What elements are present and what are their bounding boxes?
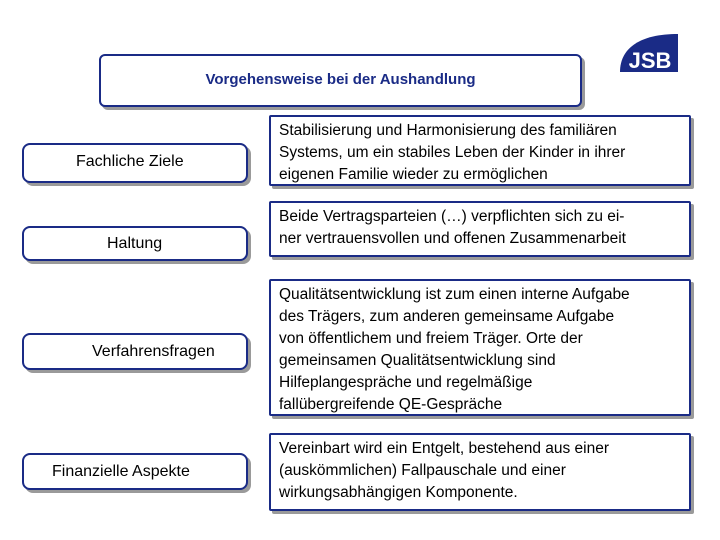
text-line: gemeinsamen Qualitätsentwicklung sind	[279, 352, 556, 369]
text-line: von öffentlichem und freiem Träger. Orte der	[279, 330, 583, 347]
text-line: Qualitätsentwicklung ist zum einen interne Aufgabe	[279, 286, 630, 303]
text-line: ner vertrauensvollen und offenen Zusammenarbeit	[279, 230, 626, 247]
text-line: Systems, um ein stabiles Leben der Kinder in ihrer	[279, 144, 626, 161]
label-box-haltung	[22, 226, 248, 261]
label-haltung: Haltung	[107, 235, 163, 252]
label-finanzielle-aspekte: Finanzielle Aspekte	[52, 463, 190, 480]
text-line: wirkungsabhängigen Komponente.	[279, 484, 518, 501]
text-line: Vereinbart wird ein Entgelt, bestehend aus einer	[279, 440, 610, 457]
text-box-finanzielle-aspekte	[269, 433, 691, 511]
logo-text: JSB	[628, 48, 672, 72]
label-box-verfahrensfragen	[22, 333, 248, 370]
text-line: eigenen Familie wieder zu ermöglichen	[279, 166, 548, 183]
text-box-fachliche-ziele	[269, 115, 691, 186]
text-line: (auskömmlichen) Fallpauschale und einer	[279, 462, 566, 479]
text-box-verfahrensfragen	[269, 279, 691, 416]
label-box-finanzielle-aspekte	[22, 453, 248, 490]
text-box-haltung	[269, 201, 691, 257]
text-line: des Trägers, zum anderen gemeinsame Aufgabe	[279, 308, 615, 325]
text-line: Beide Vertragsparteien (…) verpflichten sich zu ei-	[279, 208, 625, 225]
label-verfahrensfragen: Verfahrensfragen	[92, 343, 215, 360]
text-line: Hilfeplangespräche und regelmäßige	[279, 374, 533, 391]
text-line: Stabilisierung und Harmonisierung des familiären	[279, 122, 617, 139]
page-title: Vorgehensweise bei der Aushandlung	[205, 71, 476, 88]
title-box	[99, 54, 582, 107]
text-line: fallübergreifende QE-Gespräche	[279, 396, 503, 413]
label-fachliche-ziele: Fachliche Ziele	[76, 153, 184, 170]
jsb-logo	[606, 34, 678, 72]
label-box-fachliche-ziele	[22, 143, 248, 183]
